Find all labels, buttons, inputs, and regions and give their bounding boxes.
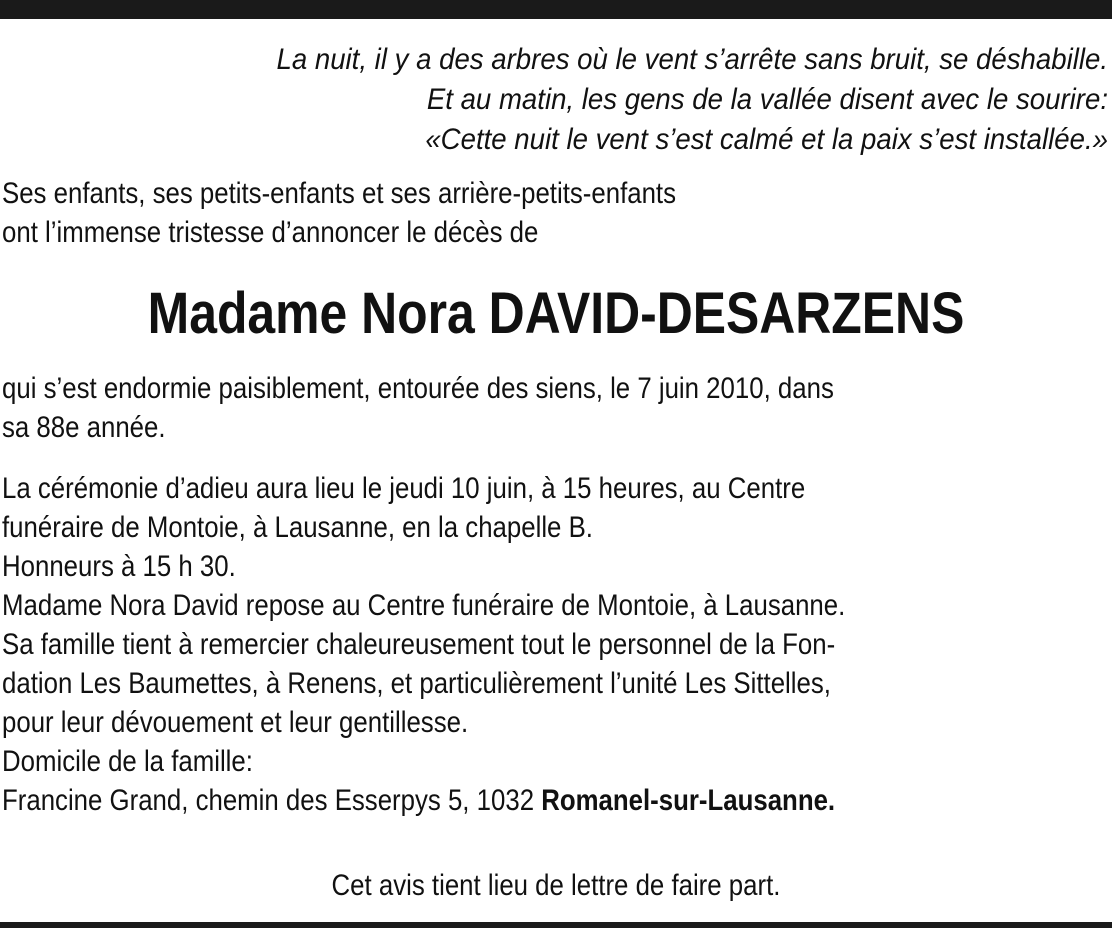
- bottom-border-bar: [0, 922, 1112, 928]
- ceremony-line-1: La cérémonie d’adieu aura lieu le jeudi 10 juin, à 15 heures, au Centre: [2, 472, 806, 505]
- intro-line-2: ont l’immense tristesse d’annoncer le décès de: [2, 216, 539, 249]
- poem-line-1: La nuit, il y a des arbres où le vent s’arrête sans bruit, se déshabille.: [276, 43, 1108, 76]
- address-street: Francine Grand, chemin des Esserpys 5, 1032: [2, 784, 542, 817]
- ceremony-line-2: funéraire de Montoie, à Lausanne, en la chapelle B.: [2, 511, 593, 544]
- top-border-bar: [0, 0, 1112, 19]
- poem-quote: [89, 40, 1108, 160]
- deceased-name-heading: Madame Nora DAVID-DESARZENS: [147, 281, 965, 346]
- passing-line-1: qui s’est endormie paisiblement, entourée des siens, le 7 juin 2010, dans: [2, 372, 834, 405]
- family-address: [2, 781, 953, 820]
- address-city: Romanel-sur-Lausanne.: [541, 784, 836, 817]
- poem-line-3: «Cette nuit le vent s’est calmé et la paix s’est installée.»: [425, 123, 1108, 156]
- details-paragraph: [2, 469, 1108, 820]
- thanks-line-3: pour leur dévouement et leur gentillesse.: [2, 706, 469, 739]
- announcement-intro: [2, 174, 953, 252]
- domicile-label: Domicile de la famille:: [2, 745, 253, 778]
- repose-line: Madame Nora David repose au Centre funéraire de Montoie, à Lausanne.: [2, 589, 846, 622]
- honours-line: Honneurs à 15 h 30.: [2, 550, 236, 583]
- passing-paragraph: [2, 369, 1108, 447]
- closing-note: Cet avis tient lieu de lettre de faire part.: [331, 869, 781, 902]
- thanks-line-2: dation Les Baumettes, à Renens, et particulièrement l’unité Les Sittelles,: [2, 667, 831, 700]
- thanks-line-1: Sa famille tient à remercier chaleureusement tout le personnel de la Fon-: [2, 628, 836, 661]
- intro-line-1: Ses enfants, ses petits-enfants et ses arrière-petits-enfants: [2, 177, 677, 210]
- passing-line-2: sa 88e année.: [2, 411, 166, 444]
- poem-line-2: Et au matin, les gens de la vallée disent avec le sourire:: [426, 83, 1109, 116]
